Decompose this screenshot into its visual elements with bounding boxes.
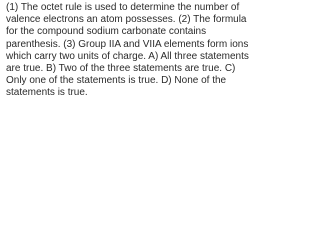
question-text: (1) The octet rule is used to determine the number of valence electrons an atom possesses. (2) The formula for the compound sodium carbonate contains parenthesis. (3) Group IIA and VIIA elements form ions which carry two units of charge. A) All three statements are true. B) Two of the three statements are true. C) Only one of the statements is true. D) None of the statements is true. <box>6 2 249 99</box>
